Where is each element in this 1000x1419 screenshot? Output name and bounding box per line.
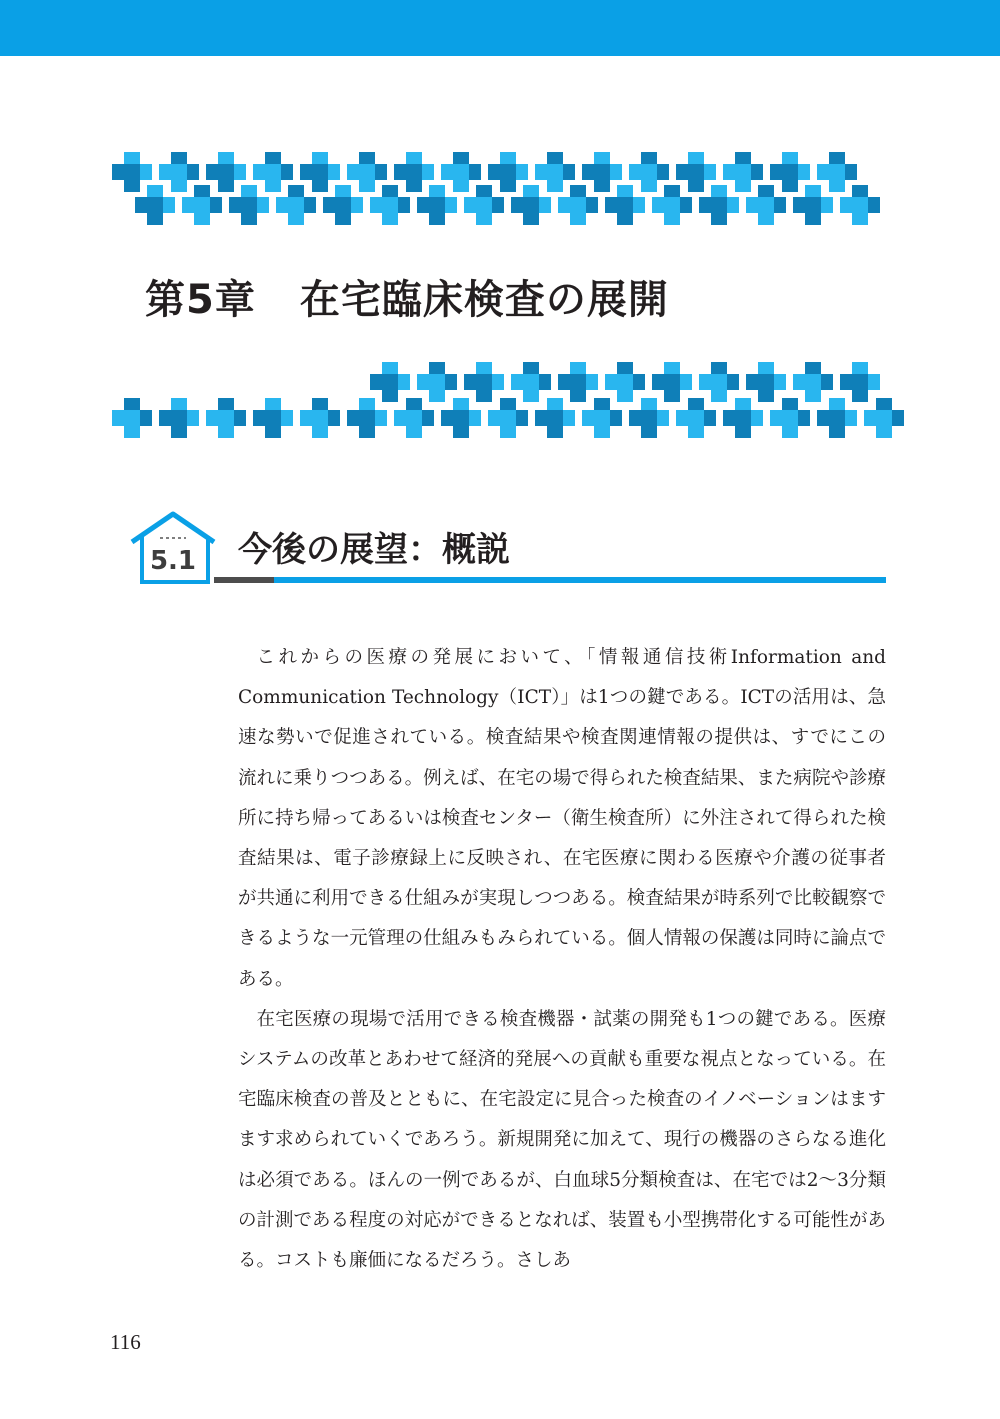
cross-icon bbox=[699, 185, 739, 225]
cross-icon bbox=[370, 362, 410, 402]
cross-icon bbox=[394, 398, 434, 438]
cross-icon bbox=[159, 398, 199, 438]
cross-icon bbox=[464, 362, 504, 402]
cross-icon bbox=[793, 185, 833, 225]
cross-icon bbox=[582, 398, 622, 438]
cross-icon bbox=[746, 362, 786, 402]
section-title: 今後の展望：概説 bbox=[238, 530, 510, 570]
section-rule-accent bbox=[274, 577, 886, 583]
cross-icon bbox=[206, 152, 246, 192]
cross-icon bbox=[817, 398, 857, 438]
cross-icon bbox=[582, 152, 622, 192]
cross-icon bbox=[229, 185, 269, 225]
cross-icon bbox=[840, 185, 880, 225]
paragraph: これからの医療の発展において、「情報通信技術Information and Communication Technology（ICT）」は1つの鍵である。ICTの活用は、急速な勢いで促進されている。検査結果や検査関連情報の提供は、すでにこの流れに乗りつつある。例えば、在宅の場で得られた検査結果、また病院や診療所に持ち帰ってあるいは検査センター（衛生検査所）に外注されて得られた検査結果は、電子診療録上に反映され、在宅医療に関わる医療や介護の従事者が共通に利用できる仕組みが実現しつつある。検査結果が時系列で比較観察できるような一元管理の仕組みもみられている。個人情報の保護は同時に論点である。 bbox=[238, 647, 886, 990]
cross-icon bbox=[535, 152, 575, 192]
cross-icon bbox=[253, 398, 293, 438]
cross-icon bbox=[417, 185, 457, 225]
cross-icon bbox=[864, 398, 904, 438]
cross-icon bbox=[347, 152, 387, 192]
cross-icon bbox=[159, 152, 199, 192]
cross-icon bbox=[723, 398, 763, 438]
cross-icon bbox=[276, 185, 316, 225]
cross-icon bbox=[629, 398, 669, 438]
cross-icon bbox=[464, 185, 504, 225]
body-text bbox=[238, 638, 886, 1281]
cross-icon bbox=[723, 152, 763, 192]
chapter-number: 第5章 bbox=[145, 277, 256, 323]
cross-icon bbox=[652, 185, 692, 225]
chapter-title bbox=[145, 268, 905, 332]
cross-icon bbox=[112, 152, 152, 192]
cross-icon bbox=[558, 362, 598, 402]
cross-icon bbox=[488, 152, 528, 192]
cross-icon bbox=[206, 398, 246, 438]
cross-icon bbox=[746, 185, 786, 225]
cross-icon bbox=[182, 185, 222, 225]
cross-icon bbox=[770, 398, 810, 438]
cross-icon bbox=[605, 185, 645, 225]
cross-icon bbox=[370, 185, 410, 225]
cross-icon bbox=[605, 362, 645, 402]
cross-icon bbox=[770, 152, 810, 192]
paragraph: 在宅医療の現場で活用できる検査機器・試薬の開発も1つの鍵である。医療システムの改革とあわせて経済的発展への貢献も重要な視点となっている。在宅臨床検査の普及とともに、在宅設定に見合った検査のイノベーションはますます求められていくであろう。新規開発に加えて、現行の機器のさらなる進化は必須である。ほんの一例であるが、白血球5分類検査は、在宅では2～3分類の計測である程度の対応ができるとなれば、装置も小型携帯化する可能性がある。コストも廉価になるだろう。さしあ bbox=[238, 1008, 886, 1272]
cross-icon bbox=[652, 362, 692, 402]
cross-icon bbox=[793, 362, 833, 402]
cross-icon bbox=[417, 362, 457, 402]
cross-icon bbox=[699, 362, 739, 402]
cross-icon bbox=[300, 152, 340, 192]
cross-icon bbox=[629, 152, 669, 192]
section-rule-dark bbox=[214, 577, 274, 583]
cross-icon bbox=[394, 152, 434, 192]
cross-icon bbox=[817, 152, 857, 192]
cross-icon bbox=[840, 362, 880, 402]
section-number: 5.1 bbox=[149, 546, 197, 576]
chapter-name: 在宅臨床検査の展開 bbox=[299, 277, 669, 323]
cross-icon bbox=[511, 185, 551, 225]
cross-icon bbox=[441, 398, 481, 438]
cross-pattern-decoration bbox=[0, 0, 1000, 480]
cross-icon bbox=[535, 398, 575, 438]
cross-icon bbox=[676, 398, 716, 438]
cross-icon bbox=[511, 362, 551, 402]
cross-icon bbox=[300, 398, 340, 438]
cross-icon bbox=[323, 185, 363, 225]
cross-icon bbox=[488, 398, 528, 438]
cross-icon bbox=[347, 398, 387, 438]
page-number: 116 bbox=[110, 1330, 141, 1354]
cross-icon bbox=[441, 152, 481, 192]
cross-icon bbox=[112, 398, 152, 438]
cross-icon bbox=[135, 185, 175, 225]
cross-icon bbox=[676, 152, 716, 192]
cross-icon bbox=[558, 185, 598, 225]
cross-icon bbox=[253, 152, 293, 192]
